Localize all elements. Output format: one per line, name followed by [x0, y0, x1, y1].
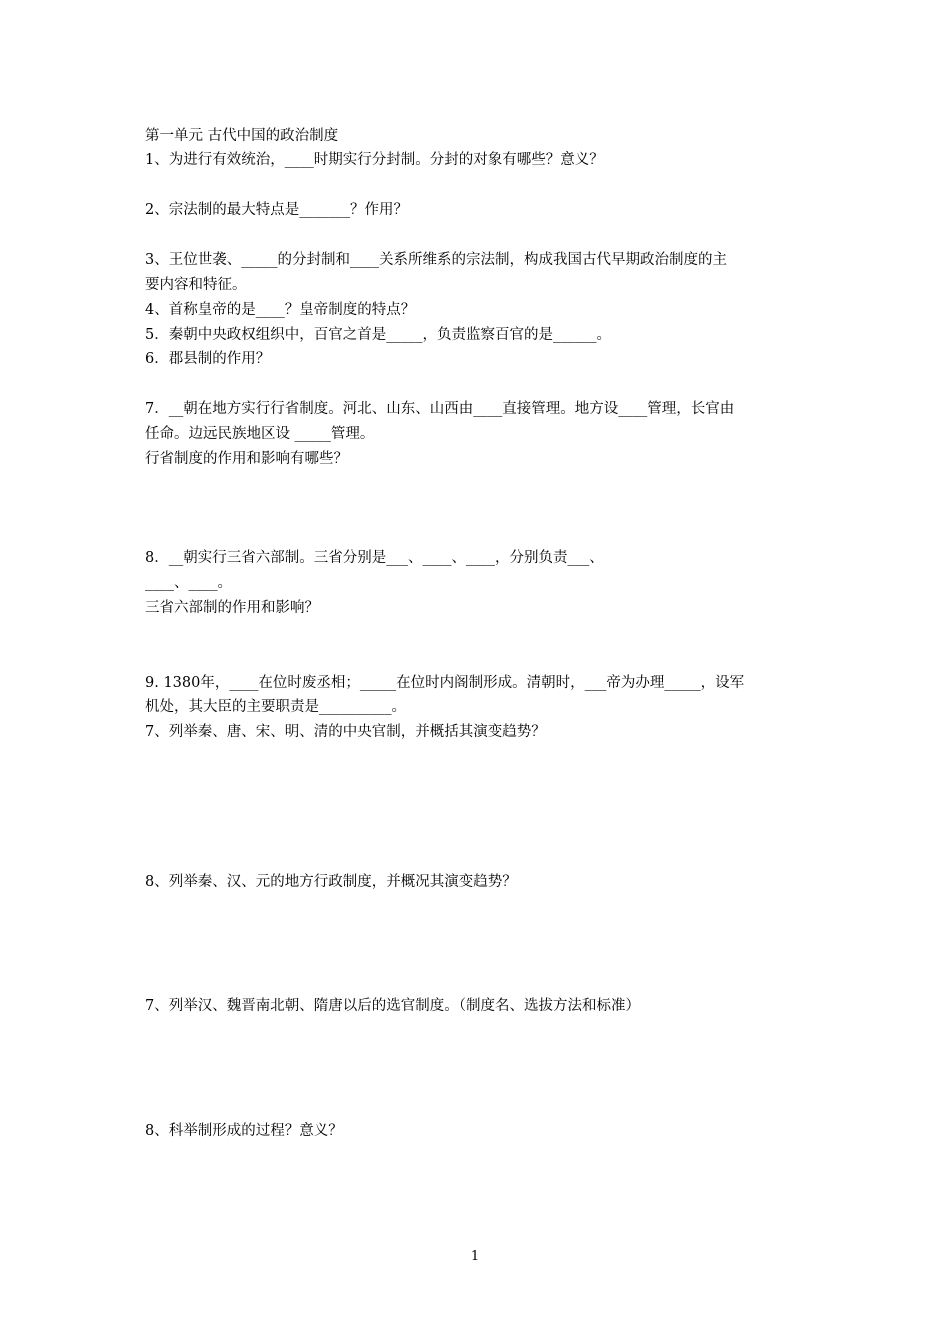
question-4: 4、首称皇帝的是____？皇帝制度的特点？ — [145, 302, 416, 318]
essay-question-central-officials: 7、列举秦、唐、宋、明、清的中央官制，并概括其演变趋势？ — [145, 724, 546, 740]
essay-question-imperial-exam: 8、科举制形成的过程？意义？ — [145, 1123, 343, 1139]
question-5: 5．秦朝中央政权组织中，百官之首是_____，负责监察百官的是______。 — [145, 327, 611, 343]
unit-title: 第一单元 古代中国的政治制度 — [145, 128, 339, 144]
question-3-line-1: 3、王位世袭、_____的分封制和____关系所维系的宗法制，构成我国古代早期政治制度的主 — [145, 252, 727, 268]
essay-question-official-selection: 7、列举汉、魏晋南北朝、隋唐以后的选官制度。（制度名、选拔方法和标准） — [145, 998, 640, 1014]
question-8-line-2: ____、____。 — [145, 575, 232, 591]
question-7-followup: 行省制度的作用和影响有哪些？ — [145, 451, 348, 467]
question-8-line-1: 8．__朝实行三省六部制。三省分别是___、____、____，分别负责___、 — [145, 550, 604, 566]
question-9-line-1: 9. 1380年，____在位时废丞相；_____在位时内阁制形成。清朝时，___帝为办理_____，设军 — [145, 675, 745, 691]
question-2: 2、宗法制的最大特点是_______？作用？ — [145, 202, 408, 218]
question-8-followup: 三省六部制的作用和影响？ — [145, 600, 319, 616]
question-7-line-1: 7．__朝在地方实行行省制度。河北、山东、山西由____直接管理。地方设____管理，长官由 — [145, 401, 735, 417]
question-7-line-2: 任命。边远民族地区设 _____管理。 — [145, 426, 375, 442]
question-3-line-2: 要内容和特征。 — [145, 277, 247, 293]
question-1: 1、为进行有效统治，____时期实行分封制。分封的对象有哪些？意义？ — [145, 152, 604, 168]
question-9-line-2: 机处，其大臣的主要职责是__________。 — [145, 699, 406, 715]
question-6: 6．郡县制的作用？ — [145, 351, 271, 367]
essay-question-local-administration: 8、列举秦、汉、元的地方行政制度，并概况其演变趋势？ — [145, 874, 517, 890]
page-number: 1 — [470, 1249, 480, 1264]
